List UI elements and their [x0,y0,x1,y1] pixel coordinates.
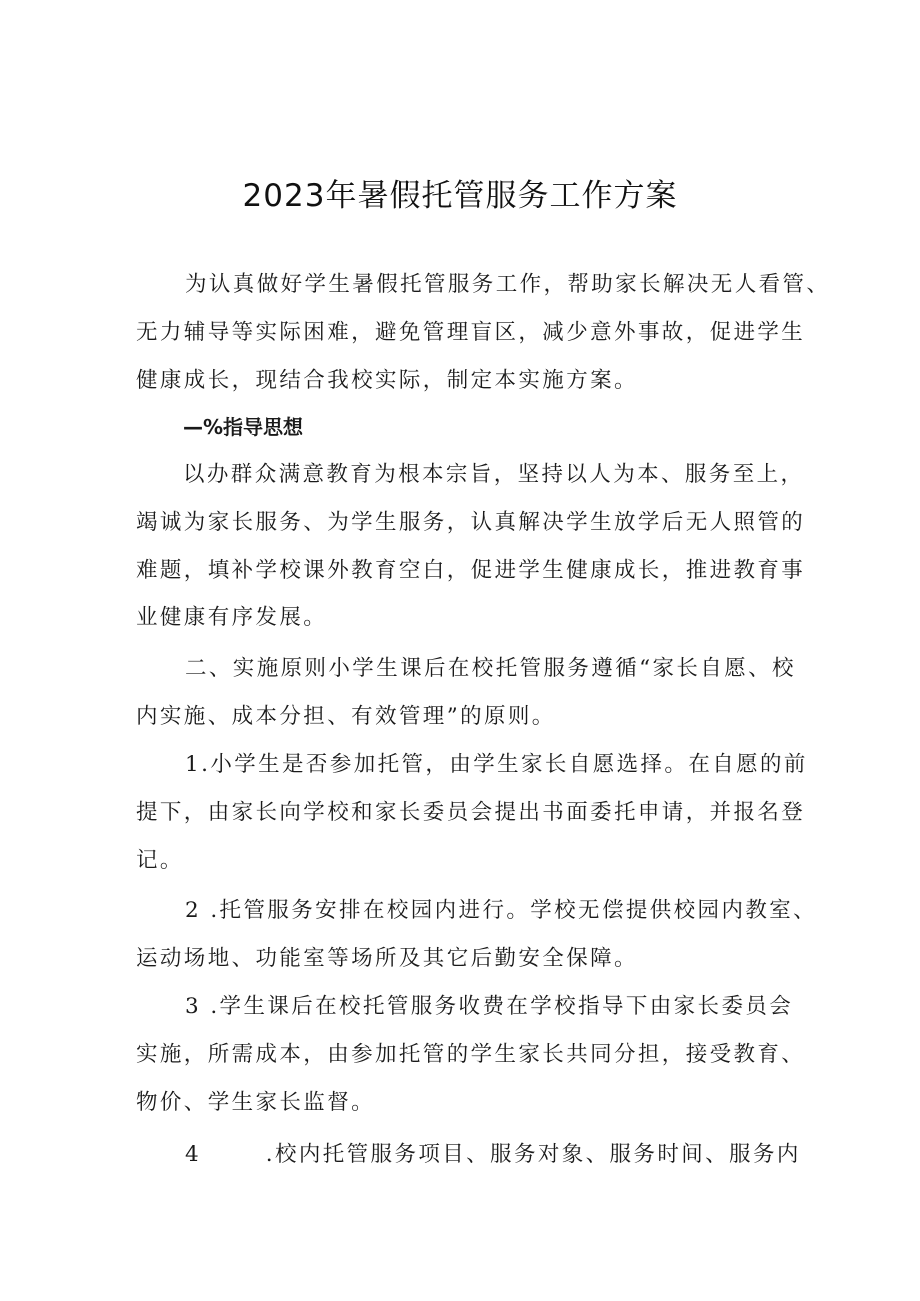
paragraph-line: 为认真做好学生暑假托管服务工作，帮助家长解决无人看管、 [185,272,831,297]
document-title: 2023年暑假托管服务工作方案 [242,178,678,214]
paragraph-line: 4 .校内托管服务项目、服务对象、服务时间、服务内 [185,1142,801,1167]
paragraph-line: 2 .托管服务安排在校园内进行。学校无偿提供校园内教室、 [185,898,818,923]
paragraph-line: 1.小学生是否参加托管，由学生家长自愿选择。在自愿的前 [185,752,808,777]
paragraph-line: 记。 [136,848,184,873]
paragraph-line: 实施，所需成本，由参加托管的学生家长共同分担，接受教育、 [136,1042,806,1067]
paragraph-line: 以办群众满意教育为根本宗旨，坚持以人为本、服务至上， [183,462,805,487]
paragraph-line: 3 .学生课后在校托管服务收费在学校指导下由家长委员会 [185,994,794,1019]
paragraph-line: 健康成长，现结合我校实际，制定本实施方案。 [136,368,638,393]
paragraph-line: 物价、学生家长监督。 [136,1090,376,1115]
paragraph-line: 业健康有序发展。 [136,605,328,630]
paragraph-line: 二、实施原则小学生课后在校托管服务遵循“家长自愿、校 [185,656,796,681]
paragraph-line: 竭诚为家长服务、为学生服务，认真解决学生放学后无人照管的 [136,510,806,535]
paragraph-line: 提下，由家长向学校和家长委员会提出书面委托申请，并报名登 [136,800,806,825]
paragraph-line: 无力辅导等实际困难，避免管理盲区，减少意外事故，促进学生 [136,320,806,345]
section-heading: —%指导思想 [183,415,304,439]
paragraph-line: 运动场地、功能室等场所及其它后勤安全保障。 [136,946,638,971]
paragraph-line: 内实施、成本分担、有效管理”的原则。 [136,704,556,729]
paragraph-line: 难题，填补学校课外教育空白，促进学生健康成长，推进教育事 [136,558,806,583]
